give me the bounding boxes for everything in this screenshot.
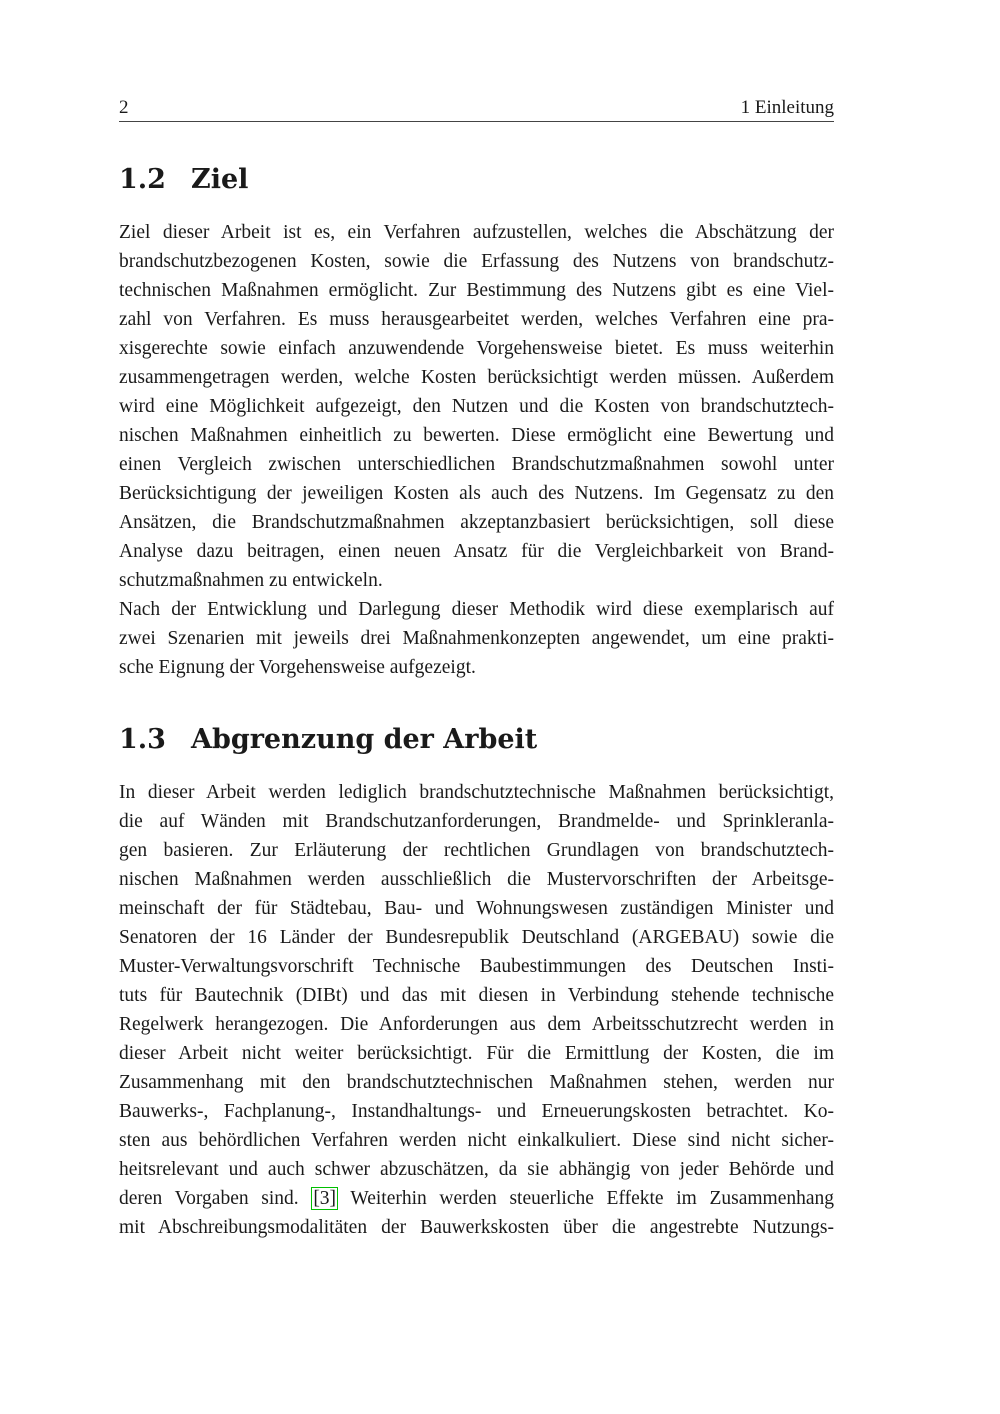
- running-header: [119, 95, 834, 122]
- text-line: heitsrelevant und auch schwer abzuschätzen, da sie abhängig von jeder Behörde und: [119, 1159, 834, 1180]
- text-line: xisgerechte sowie einfach anzuwendende Vorgehensweise bietet. Es muss weiterhin: [119, 338, 834, 359]
- text-line: Analyse dazu beitragen, einen neuen Ansatz für die Vergleichbarkeit von Brand-: [119, 541, 834, 562]
- text-line: Nach der Entwicklung und Darlegung dieser Methodik wird diese exemplarisch auf: [119, 599, 834, 620]
- text-line: Regelwerk herangezogen. Die Anforderungen aus dem Arbeitsschutzrecht werden in: [119, 1014, 834, 1035]
- text-line: meinschaft der für Städtebau, Bau- und Wohnungswesen zuständigen Minister und: [119, 898, 834, 919]
- section-title: Ziel: [191, 164, 249, 195]
- citation-link[interactable]: [3]: [313, 1188, 337, 1209]
- text-line: schutzmaßnahmen zu entwickeln.: [119, 570, 383, 591]
- text-line: Muster-Verwaltungsvorschrift Technische Baubestimmungen des Deutschen Insti-: [119, 956, 834, 977]
- text-line: brandschutzbezogenen Kosten, sowie die Erfassung des Nutzens von brandschutz-: [119, 251, 834, 272]
- text-line: Ziel dieser Arbeit ist es, ein Verfahren aufzustellen, welches die Abschätzung der: [119, 222, 834, 243]
- line-text-before-citation: deren Vorgaben sind.: [119, 1188, 299, 1209]
- page-number: 2: [119, 97, 129, 118]
- text-line: tuts für Bautechnik (DIBt) und das mit diesen in Verbindung stehende technische: [119, 985, 834, 1006]
- section-body-ziel: [119, 218, 834, 682]
- text-line: wird eine Möglichkeit aufgezeigt, den Nutzen und die Kosten von brandschutztech-: [119, 396, 834, 417]
- text-line: Zusammenhang mit den brandschutztechnischen Maßnahmen stehen, werden nur: [119, 1072, 834, 1093]
- text-line: Berücksichtigung der jeweiligen Kosten als auch des Nutzens. Im Gegensatz zu den: [119, 483, 834, 504]
- text-line: In dieser Arbeit werden lediglich brandschutztechnische Maßnahmen berücksichtigt,: [119, 782, 834, 803]
- text-line: Ansätzen, die Brandschutzmaßnahmen akzeptanzbasiert berücksichtigen, soll diese: [119, 512, 834, 533]
- text-line: nischen Maßnahmen werden ausschließlich die Mustervorschriften der Arbeitsge-: [119, 869, 834, 890]
- section-heading-abgrenzung: [119, 723, 537, 757]
- text-line: nischen Maßnahmen einheitlich zu bewerten. Diese ermöglicht eine Bewertung und: [119, 425, 834, 446]
- line-text-after-citation: Weiterhin werden steuerliche Effekte im Zusammenhang: [350, 1188, 834, 1209]
- text-line-with-citation: [119, 1184, 834, 1213]
- chapter-title: 1 Einleitung: [740, 97, 834, 118]
- text-line: sche Eignung der Vorgehensweise aufgezeigt.: [119, 657, 476, 678]
- section-body-abgrenzung: [119, 778, 834, 1242]
- text-line: technischen Maßnahmen ermöglicht. Zur Bestimmung des Nutzens gibt es eine Viel-: [119, 280, 834, 301]
- section-title: Abgrenzung der Arbeit: [191, 724, 538, 755]
- text-line: gen basieren. Zur Erläuterung der rechtlichen Grundlagen von brandschutztech-: [119, 840, 834, 861]
- section-heading-ziel: [119, 163, 248, 197]
- section-number: 1.3: [119, 724, 166, 755]
- text-line: mit Abschreibungsmodalitäten der Bauwerkskosten über die angestrebte Nutzungs-: [119, 1217, 834, 1238]
- text-line: die auf Wänden mit Brandschutzanforderungen, Brandmelde- und Sprinkleranla-: [119, 811, 834, 832]
- text-line: Senatoren der 16 Länder der Bundesrepublik Deutschland (ARGEBAU) sowie die: [119, 927, 834, 948]
- text-line: zusammengetragen werden, welche Kosten berücksichtigt werden müssen. Außerdem: [119, 367, 834, 388]
- text-line: zwei Szenarien mit jeweils drei Maßnahmenkonzepten angewendet, um eine prakti-: [119, 628, 834, 649]
- text-line: dieser Arbeit nicht weiter berücksichtigt. Für die Ermittlung der Kosten, die im: [119, 1043, 834, 1064]
- text-line: zahl von Verfahren. Es muss herausgearbeitet werden, welches Verfahren eine pra-: [119, 309, 834, 330]
- section-number: 1.2: [119, 164, 166, 195]
- text-line: Bauwerks-, Fachplanung-, Instandhaltungs- und Erneuerungskosten betrachtet. Ko-: [119, 1101, 834, 1122]
- text-line: einen Vergleich zwischen unterschiedlichen Brandschutzmaßnahmen sowohl unter: [119, 454, 834, 475]
- text-line: sten aus behördlichen Verfahren werden nicht einkalkuliert. Diese sind nicht sicher-: [119, 1130, 834, 1151]
